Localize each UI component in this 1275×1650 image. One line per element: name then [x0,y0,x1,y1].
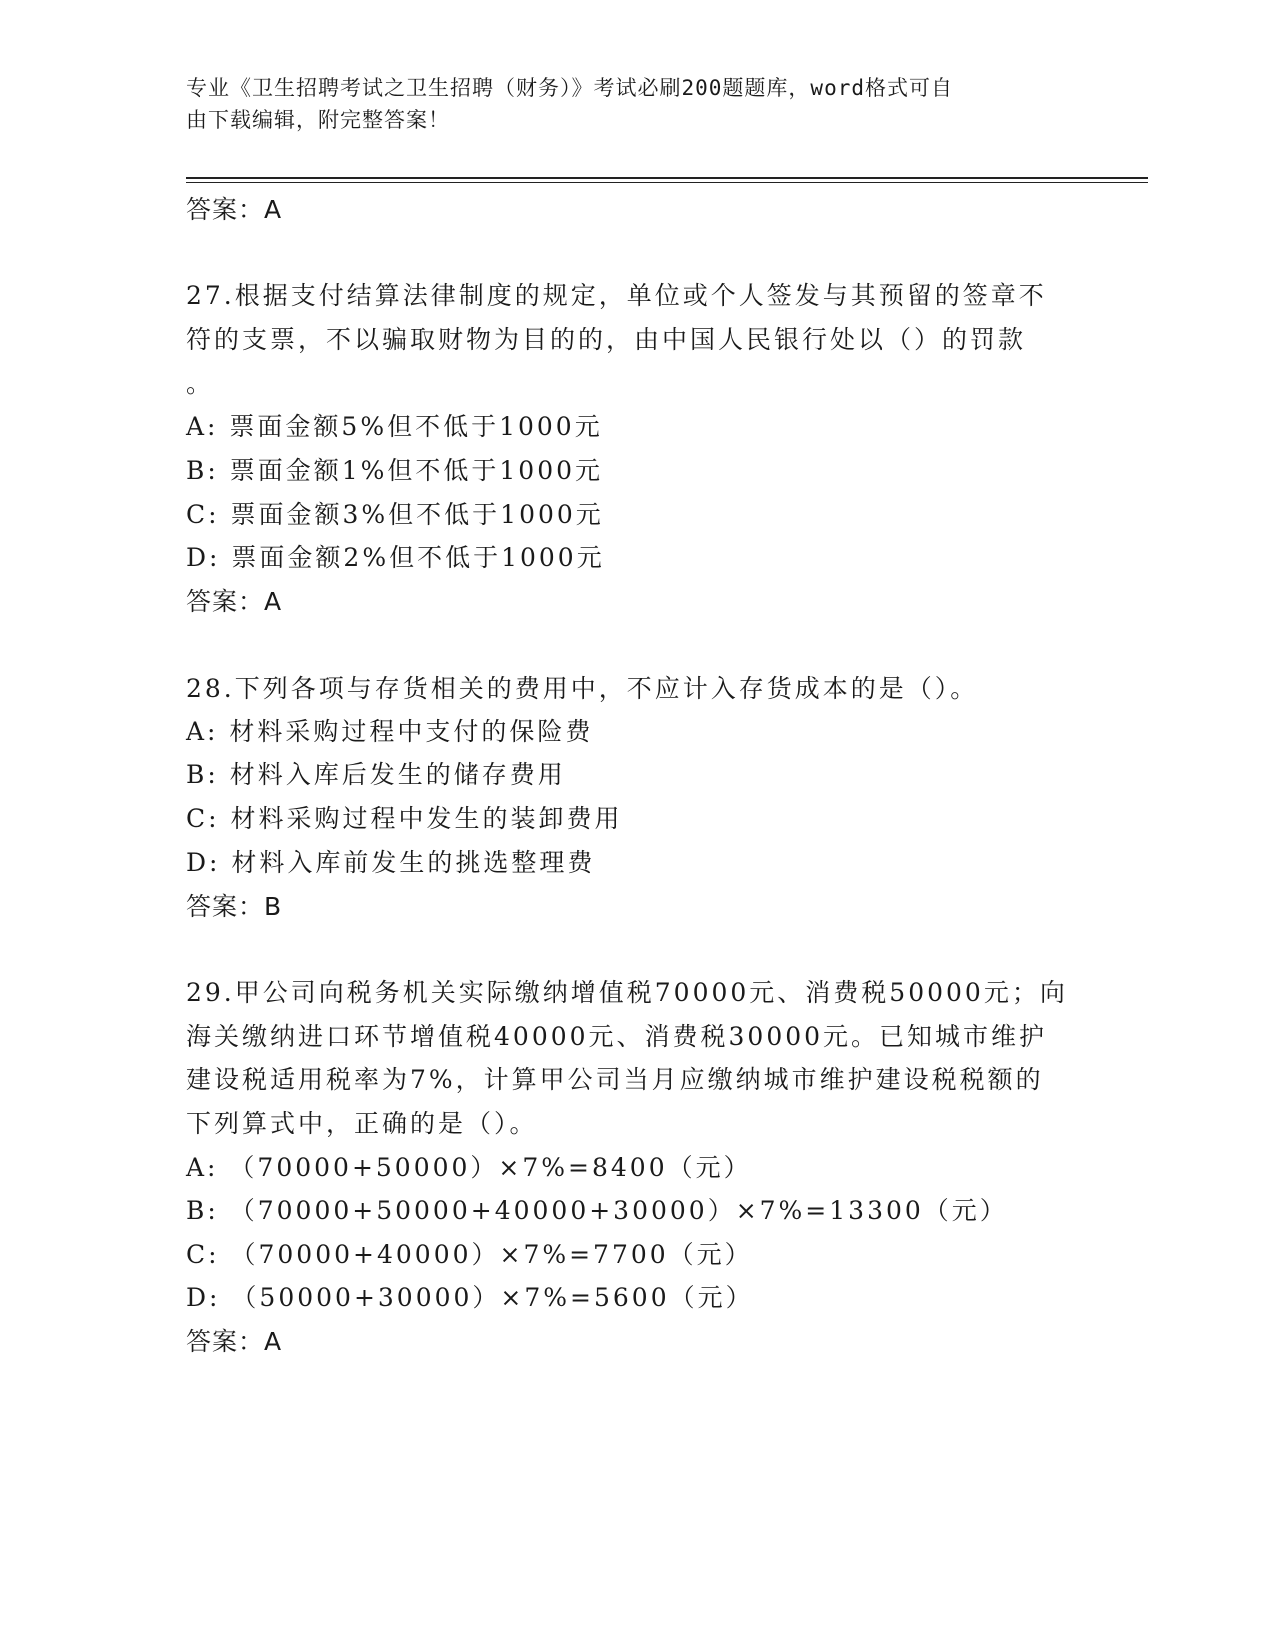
option-d: D: 材料入库前发生的挑选整理费 [186,848,596,877]
option-b: B: （70000+50000+40000+30000）×7%=13300（元） [186,1196,1008,1225]
option-a: A: 票面金额5%但不低于1000元 [186,412,603,441]
question-stem-line: 28.下列各项与存货相关的费用中，不应计入存货成本的是（）。 [186,674,979,703]
previous-answer: 答案：A [186,195,283,224]
question-stem-line: 符的支票，不以骗取财物为目的的，由中国人民银行处以（）的罚款 [186,325,1027,354]
option-c: C: （70000+40000）×7%=7700（元） [186,1240,753,1269]
question-stem-line: 。 [186,369,215,398]
option-d: D: 票面金额2%但不低于1000元 [186,543,605,572]
answer: 答案：A [186,1327,283,1356]
option-c: C: 票面金额3%但不低于1000元 [186,500,604,529]
header-line-1: 专业《卫生招聘考试之卫生招聘（财务）》考试必刷200题题库，word格式可自 [186,76,953,100]
option-a: A: 材料采购过程中支付的保险费 [186,717,594,746]
option-b: B: 票面金额1%但不低于1000元 [186,456,604,485]
document-header [186,72,1086,136]
question-stem-line: 29.甲公司向税务机关实际缴纳增值税70000元、消费税50000元；向 [186,978,1068,1007]
header-divider-thick [186,177,1148,179]
option-b: B: 材料入库后发生的储存费用 [186,760,566,789]
question-stem-line: 下列算式中，正确的是（）。 [186,1109,538,1138]
question-stem-line: 建设税适用税率为7%，计算甲公司当月应缴纳城市维护建设税税额的 [186,1065,1044,1094]
option-a: A: （70000+50000）×7%=8400（元） [186,1153,752,1182]
option-c: C: 材料采购过程中发生的装卸费用 [186,804,623,833]
answer: 答案：A [186,587,283,616]
question-stem-line: 27.根据支付结算法律制度的规定，单位或个人签发与其预留的签章不 [186,281,1047,310]
header-line-2: 由下载编辑，附完整答案！ [186,108,450,132]
answer: 答案：B [186,892,283,921]
question-stem-line: 海关缴纳进口环节增值税40000元、消费税30000元。已知城市维护 [186,1022,1048,1051]
option-d: D: （50000+30000）×7%=5600（元） [186,1283,754,1312]
header-divider-thin [186,182,1148,183]
